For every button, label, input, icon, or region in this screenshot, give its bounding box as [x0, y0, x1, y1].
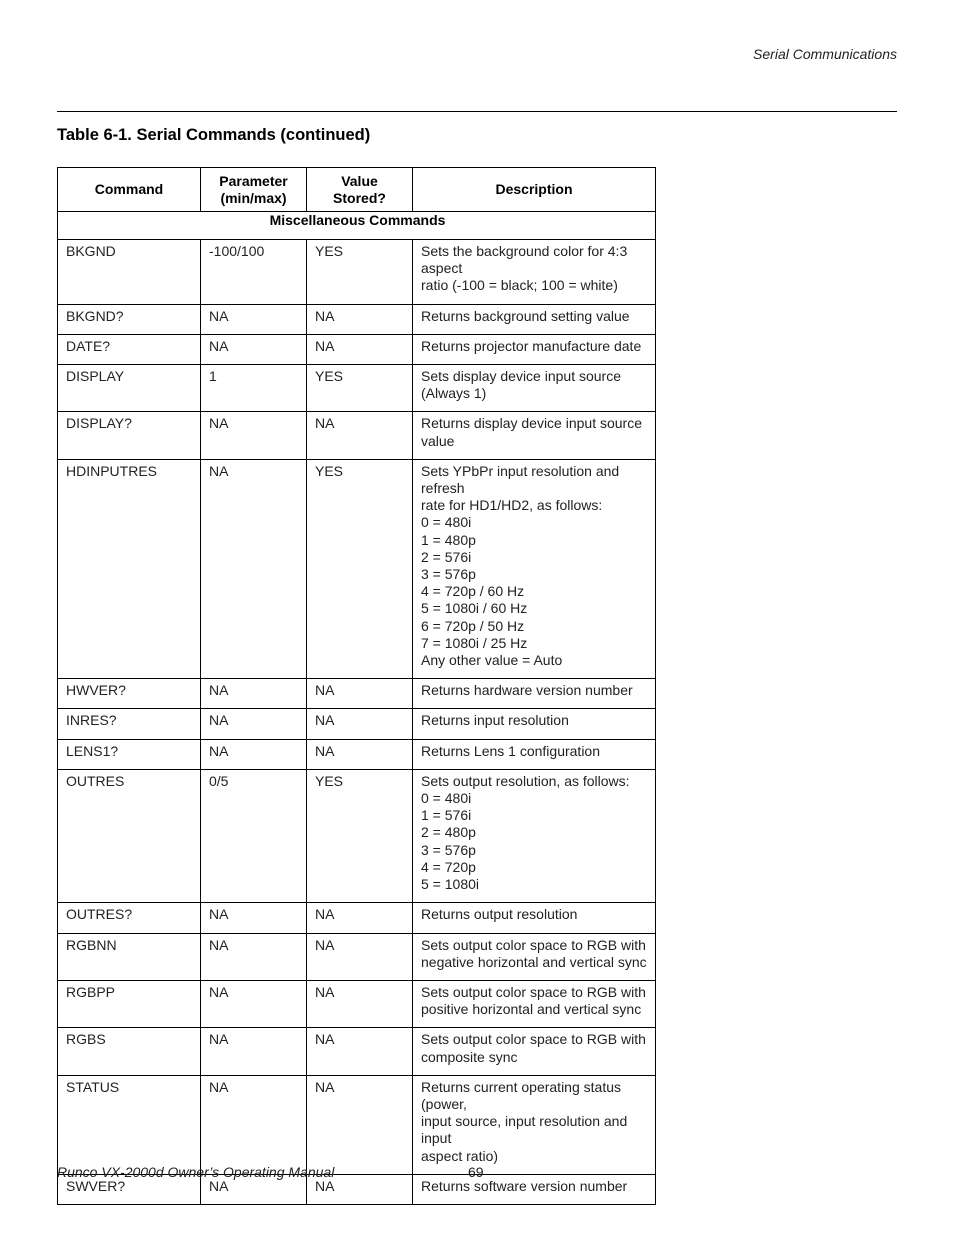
parameter-cell-text: NA [209, 712, 229, 729]
header-rule [57, 111, 897, 112]
description-line: 0 = 480i [421, 514, 472, 531]
parameter-cell-text: NA [209, 983, 229, 1000]
parameter-cell-text: NA [209, 936, 229, 953]
command-cell-text: HDINPUTRES [66, 462, 158, 479]
command-cell [58, 1028, 201, 1075]
description-line: negative horizontal and vertical sync [421, 953, 647, 970]
parameter-cell-text: NA [209, 1031, 229, 1048]
value-stored-cell-text: NA [315, 337, 335, 354]
table-row [58, 933, 656, 980]
description-cell [413, 933, 656, 980]
table-header-row [58, 168, 656, 212]
value-stored-cell-text: NA [315, 682, 335, 699]
value-stored-cell [307, 679, 413, 709]
description-cell [413, 1075, 656, 1174]
parameter-cell-text: -100/100 [209, 243, 265, 259]
description-line: 3 = 576p [421, 841, 476, 858]
description-cell [413, 903, 656, 933]
parameter-cell [201, 739, 307, 769]
command-cell-text: OUTRES? [66, 906, 133, 923]
description-line: 0 = 480i [421, 790, 472, 807]
description-line: 5 = 1080i / 60 Hz [421, 600, 528, 617]
parameter-cell [201, 459, 307, 678]
command-cell-text: RGBS [66, 1031, 106, 1048]
parameter-cell [201, 334, 307, 364]
serial-commands-table [57, 167, 656, 1205]
table-title: Table 6-1. Serial Commands (continued) [57, 126, 371, 144]
description-line: rate for HD1/HD2, as follows: [421, 497, 603, 514]
value-stored-cell-text: NA [315, 983, 335, 1000]
command-cell [58, 1075, 201, 1174]
command-cell-text: BKGND [66, 243, 116, 259]
parameter-cell [201, 304, 307, 334]
description-cell [413, 365, 656, 412]
value-stored-cell-text: YES [315, 243, 344, 259]
description-line: 2 = 576i [421, 548, 472, 565]
section-title: Miscellaneous Commands [58, 212, 656, 240]
footer-manual-title: Runco VX-2000d Owner’s Operating Manual [57, 1164, 335, 1180]
parameter-cell-text: NA [209, 682, 229, 699]
value-stored-cell-text: YES [315, 772, 344, 789]
table-row [58, 903, 656, 933]
value-stored-cell-text: NA [315, 1031, 335, 1048]
description-line: 6 = 720p / 50 Hz [421, 617, 525, 634]
description-cell [413, 304, 656, 334]
command-cell [58, 240, 201, 305]
value-stored-cell [307, 304, 413, 334]
parameter-cell-text: NA [209, 307, 229, 324]
description-line: Returns software version number [421, 1177, 628, 1194]
value-stored-cell-text: NA [315, 415, 335, 432]
table-row [58, 1028, 656, 1075]
parameter-cell [201, 1028, 307, 1075]
parameter-cell-text: 1 [209, 368, 217, 385]
parameter-cell [201, 412, 307, 459]
description-line: Returns background setting value [421, 307, 630, 324]
section-row [58, 212, 656, 240]
table-row [58, 334, 656, 364]
command-cell-text: STATUS [66, 1078, 120, 1095]
parameter-cell-text: NA [209, 1078, 229, 1095]
value-stored-cell [307, 980, 413, 1027]
parameter-cell-text: 0/5 [209, 772, 229, 789]
command-cell [58, 412, 201, 459]
column-header-command: Command [58, 168, 201, 212]
description-cell [413, 739, 656, 769]
column-header-description: Description [413, 168, 656, 212]
table-row [58, 739, 656, 769]
value-stored-cell [307, 334, 413, 364]
parameter-cell [201, 903, 307, 933]
description-cell [413, 1028, 656, 1075]
value-stored-cell-text: NA [315, 1078, 335, 1095]
value-stored-cell [307, 769, 413, 902]
value-stored-cell-text: NA [315, 906, 335, 923]
table-row [58, 769, 656, 902]
parameter-cell [201, 365, 307, 412]
table-row [58, 365, 656, 412]
parameter-cell [201, 679, 307, 709]
command-cell-text: SWVER? [66, 1177, 126, 1194]
description-line: Returns current operating status (power, [421, 1078, 621, 1112]
command-cell-text: HWVER? [66, 682, 126, 699]
value-stored-cell-text: NA [315, 712, 335, 729]
value-stored-cell [307, 903, 413, 933]
description-cell [413, 980, 656, 1027]
parameter-cell-text: NA [209, 742, 229, 759]
parameter-cell-text: NA [209, 415, 229, 432]
value-stored-cell [307, 365, 413, 412]
table-row [58, 709, 656, 739]
command-cell [58, 769, 201, 902]
description-cell [413, 769, 656, 902]
value-stored-cell [307, 1028, 413, 1075]
command-cell [58, 459, 201, 678]
parameter-cell [201, 933, 307, 980]
description-line: composite sync [421, 1048, 518, 1065]
command-cell [58, 679, 201, 709]
value-stored-cell-text: NA [315, 936, 335, 953]
description-line: 7 = 1080i / 25 Hz [421, 634, 528, 651]
value-stored-cell [307, 933, 413, 980]
command-cell [58, 903, 201, 933]
table-row [58, 240, 656, 305]
command-cell-text: INRES? [66, 712, 117, 729]
description-line: input source, input resolution and input [421, 1113, 628, 1147]
column-header-value-stored: Value Stored? [307, 168, 413, 212]
table-row [58, 304, 656, 334]
description-cell [413, 709, 656, 739]
description-line: 4 = 720p / 60 Hz [421, 583, 525, 600]
table-body [58, 212, 656, 1205]
command-cell [58, 980, 201, 1027]
page-number: 69 [468, 1164, 484, 1180]
description-line: Returns input resolution [421, 712, 569, 729]
command-cell-text: RGBPP [66, 983, 116, 1000]
description-line: Sets YPbPr input resolution and refresh [421, 462, 620, 497]
description-line: Returns hardware version number [421, 682, 633, 699]
description-line: 2 = 480p [421, 824, 476, 841]
value-stored-cell [307, 1075, 413, 1174]
description-line: 1 = 480p [421, 531, 476, 548]
value-stored-cell-text: NA [315, 1177, 335, 1194]
parameter-cell-text: NA [209, 337, 229, 354]
parameter-cell-text: NA [209, 1177, 229, 1194]
table-row [58, 980, 656, 1027]
value-stored-cell [307, 412, 413, 459]
value-stored-cell-text: YES [315, 368, 344, 385]
command-cell-text: BKGND? [66, 307, 124, 324]
parameter-cell [201, 709, 307, 739]
running-header: Serial Communications [753, 46, 897, 62]
description-line: Returns Lens 1 configuration [421, 742, 600, 759]
description-line: positive horizontal and vertical sync [421, 1001, 642, 1018]
description-line: 5 = 1080i [421, 876, 479, 893]
parameter-cell [201, 1075, 307, 1174]
description-cell [413, 1174, 656, 1204]
description-line: Any other value = Auto [421, 652, 563, 669]
command-cell-text: DISPLAY [66, 368, 125, 385]
value-stored-cell [307, 459, 413, 678]
table-row [58, 412, 656, 459]
description-line: Sets output color space to RGB with [421, 983, 646, 1000]
value-stored-cell-text: NA [315, 742, 335, 759]
command-cell-text: DATE? [66, 337, 111, 354]
description-cell [413, 412, 656, 459]
description-cell [413, 334, 656, 364]
command-cell-text: LENS1? [66, 742, 119, 759]
description-line: Sets output color space to RGB with [421, 1031, 646, 1048]
command-cell [58, 739, 201, 769]
table-row [58, 1075, 656, 1174]
description-cell [413, 459, 656, 678]
description-line: 4 = 720p [421, 858, 476, 875]
parameter-cell-text: NA [209, 906, 229, 923]
command-cell-text: OUTRES [66, 772, 125, 789]
description-line: Returns projector manufacture date [421, 337, 642, 354]
description-line: Sets the background color for 4:3 aspect [421, 243, 628, 277]
description-line: Returns display device input source value [421, 415, 643, 449]
parameter-cell [201, 769, 307, 902]
command-cell [58, 334, 201, 364]
column-header-parameter: Parameter (min/max) [201, 168, 307, 212]
description-line: (Always 1) [421, 385, 487, 402]
description-line: aspect ratio) [421, 1147, 499, 1164]
value-stored-cell [307, 709, 413, 739]
parameter-cell-text: NA [209, 462, 229, 479]
description-line: Sets output color space to RGB with [421, 936, 646, 953]
value-stored-cell-text: NA [315, 307, 335, 324]
description-line: Sets display device input source [421, 368, 621, 385]
parameter-cell [201, 980, 307, 1027]
command-cell [58, 365, 201, 412]
description-line: 1 = 576i [421, 807, 472, 824]
value-stored-cell-text: YES [315, 462, 344, 479]
command-cell [58, 709, 201, 739]
description-line: Returns output resolution [421, 906, 578, 923]
description-cell [413, 679, 656, 709]
value-stored-cell [307, 739, 413, 769]
value-stored-cell [307, 240, 413, 305]
description-line: ratio (-100 = black; 100 = white) [421, 277, 618, 294]
command-cell [58, 933, 201, 980]
parameter-cell [201, 240, 307, 305]
table-row [58, 459, 656, 678]
command-cell-text: RGBNN [66, 936, 117, 953]
description-line: Sets output resolution, as follows: [421, 772, 630, 789]
description-cell [413, 240, 656, 305]
command-cell [58, 304, 201, 334]
table-row [58, 679, 656, 709]
description-line: 3 = 576p [421, 566, 476, 583]
command-cell-text: DISPLAY? [66, 415, 132, 432]
